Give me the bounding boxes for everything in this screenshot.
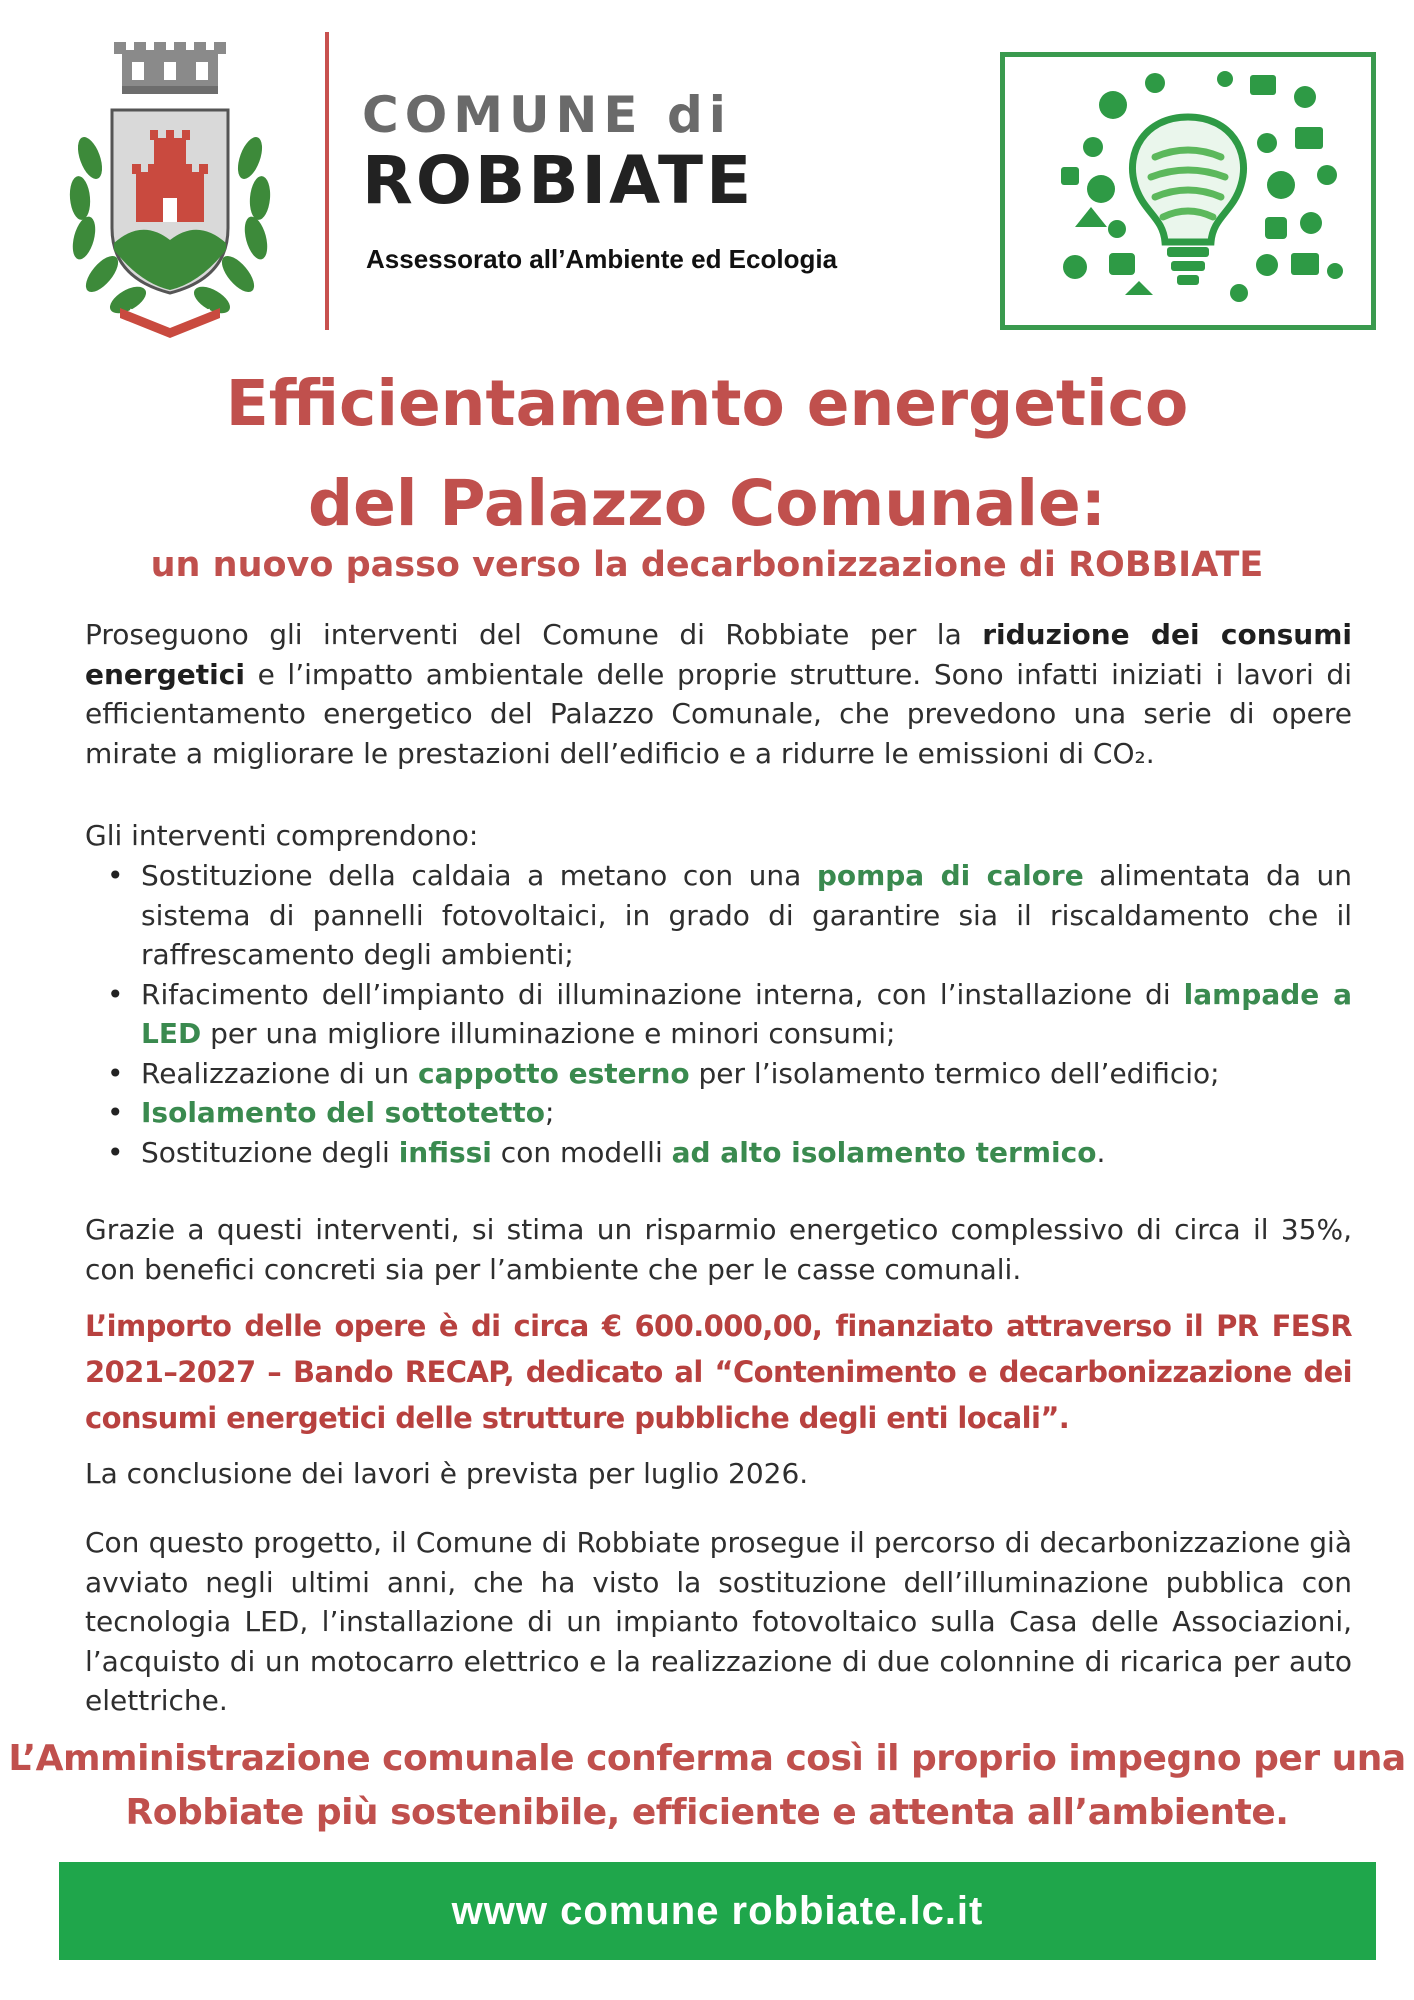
savings-paragraph: Grazie a questi interventi, si stima un risparmio energetico complessivo di circa il 35%, con benefici concreti sia per l’ambiente che per le casse comunali. xyxy=(85,1213,1352,1286)
municipal-crest-icon xyxy=(50,28,290,338)
intro-text-rest: e l’impatto ambientale delle proprie strutture. Sono infatti iniziati i lavori di efficientamento energetico del Palazzo Comunale, che prevedono una serie di opere mirate a migliorare le prestazioni dell’edificio e a ridurre le emissioni di CO₂. xyxy=(85,657,1352,770)
header-divider xyxy=(325,32,329,330)
list-item: • Rifacimento dell’impianto di illuminazione interna, con l’installazione di lampade a LED per una migliore illuminazione e minori consumi; xyxy=(85,975,1352,1054)
website-link[interactable]: www comune robbiate.lc.it xyxy=(451,1889,984,1933)
list-item: • Isolamento del sottotetto; xyxy=(85,1093,1352,1133)
department-label: Assessorato all’Ambiente ed Ecologia xyxy=(366,244,838,274)
intro-paragraph xyxy=(85,615,1352,773)
intro-text: Proseguono gli interventi del Comune di Robbiate per la xyxy=(85,618,983,651)
main-title xyxy=(0,354,1414,554)
footer-bar xyxy=(59,1862,1376,1960)
intro-highlight: riduzione dei consumi energetici xyxy=(85,618,1352,691)
title-line-2: del Palazzo Comunale: xyxy=(308,467,1106,540)
decarbonization-path-paragraph: Con questo progetto, il Comune di Robbiate prosegue il percorso di decarbonizzazione già avviato negli ultimi anni, che ha visto la sostituzione dell’illuminazione pubblica con tecnologia LED, l’installazione di un impianto fotovoltaico sulla Casa delle Associazioni, l’acquisto di un motocarro elettrico e la realizzazione di due colonnine di ricarica per auto elettriche. xyxy=(85,1526,1352,1717)
list-intro: Gli interventi comprendono: xyxy=(85,819,479,852)
closing-line-1: L’Amministrazione comunale conferma così il proprio impegno per una xyxy=(8,1738,1406,1779)
closing-line-2: Robbiate più sostenibile, efficiente e attenta all’ambiente. xyxy=(125,1792,1289,1833)
list-item: • Sostituzione della caldaia a metano con una pompa di calore alimentata da un sistema di pannelli fotovoltaici, in grado di garantire sia il riscaldamento che il raffrescamento degli ambienti; xyxy=(85,856,1352,975)
interventions-list xyxy=(85,856,1352,1172)
conclusion-paragraph: La conclusione dei lavori è prevista per luglio 2026. xyxy=(85,1457,809,1490)
comune-di-label: COMUNE di xyxy=(362,86,732,144)
subtitle: un nuovo passo verso la decarbonizzazione di ROBBIATE xyxy=(150,545,1264,585)
list-item: • Sostituzione degli infissi con modelli ad alto isolamento termico. xyxy=(85,1133,1352,1173)
green-lightbulb-eco-icons xyxy=(1000,52,1376,330)
town-name: ROBBIATE xyxy=(362,142,755,219)
title-line-1: Efficientamento energetico xyxy=(225,367,1189,440)
closing-statement xyxy=(0,1732,1414,1840)
funding-paragraph: L’importo delle opere è di circa € 600.000,00, finanziato attraverso il PR FESR 2021–2027 – Bando RECAP, dedicato al “Contenimento e decarbonizzazione dei consumi energetici delle strutture pubbliche degli enti locali”. xyxy=(85,1309,1352,1435)
list-item: • Realizzazione di un cappotto esterno per l’isolamento termico dell’edificio; xyxy=(85,1054,1352,1094)
